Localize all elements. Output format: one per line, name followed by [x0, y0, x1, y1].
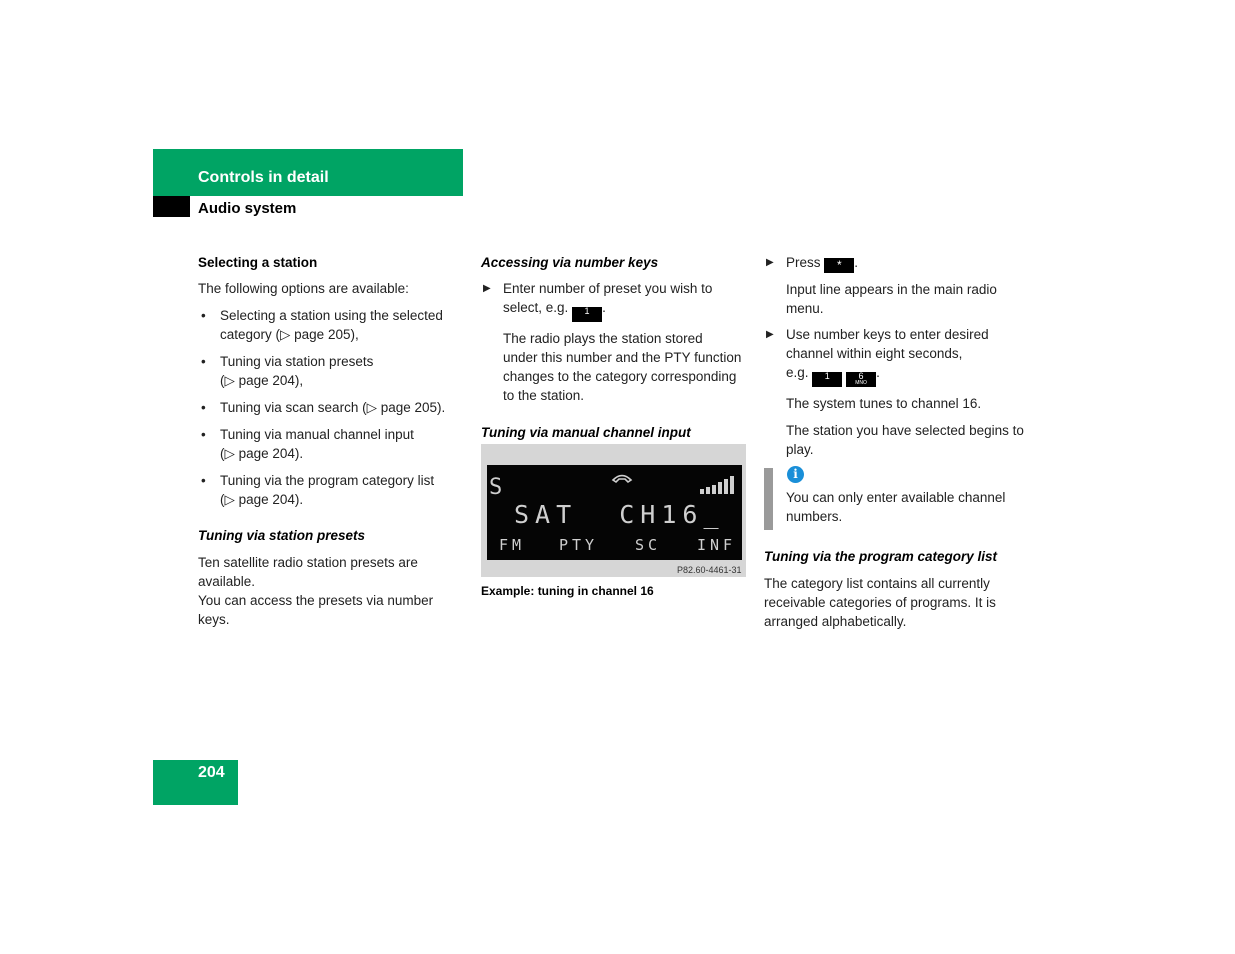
- lcd-main-text: SAT CH16_: [514, 500, 725, 529]
- heading-number-keys: Accessing via number keys: [481, 255, 659, 270]
- list-item: • Selecting a station using the selected category (▷ page 205),: [201, 308, 443, 342]
- intro-text: The following options are available:: [198, 281, 409, 296]
- subsection-title: Audio system: [198, 200, 297, 217]
- bullet-icon: •: [201, 308, 206, 323]
- lcd-softkey-pty: PTY: [559, 536, 599, 554]
- page-number: 204: [198, 764, 225, 781]
- step-arrow-icon: ▶: [483, 283, 491, 294]
- key-1-icon: 1: [812, 372, 842, 387]
- instruction-step: ▶ Use number keys to enter desired channel within eight seconds, e.g. 1 6 MNO .: [766, 327, 989, 386]
- column-2: [481, 253, 751, 442]
- bullet-icon: •: [201, 400, 206, 415]
- subheader-marker: [153, 196, 190, 217]
- list-item: • Tuning via manual channel input (▷ page 204).: [201, 427, 414, 461]
- result-text: The system tunes to channel 16.: [786, 396, 982, 411]
- instruction-step: ▶ Enter number of preset you wish to select, e.g. 1 .: [481, 279, 751, 322]
- list-item: • Tuning via the program category list (▷ page 204).: [201, 473, 435, 507]
- result-text: The station you have selected begins to play.: [786, 423, 1024, 457]
- step-arrow-icon: ▶: [766, 329, 774, 340]
- heading-category-list: Tuning via the program category list: [764, 549, 998, 564]
- lcd-softkey-inf: INF: [697, 536, 737, 554]
- star-key-icon: *: [824, 258, 854, 273]
- heading-station-presets: Tuning via station presets: [198, 528, 366, 543]
- lcd-softkey-sc: SC: [635, 536, 662, 554]
- bullet-icon: •: [201, 473, 206, 488]
- step-arrow-icon: ▶: [766, 257, 774, 268]
- section-title: Controls in detail: [198, 169, 329, 186]
- result-text: The radio plays the station stored under this number and the PTY function changes to the category corresponding to the station.: [503, 331, 742, 403]
- instruction-step: ▶ Press * .: [766, 255, 859, 272]
- radio-lcd-display: [487, 465, 742, 560]
- lcd-softkey-fm: FM: [499, 536, 526, 554]
- heading-manual-channel: Tuning via manual channel input: [481, 425, 691, 440]
- column-3: [764, 253, 1034, 459]
- key-1-icon: 1: [572, 307, 602, 322]
- result-text: Input line appears in the main radio menu.: [786, 282, 997, 316]
- key-6-icon: 6 MNO: [846, 372, 876, 387]
- signal-bars-icon: [699, 474, 739, 496]
- page-number-box: [153, 760, 238, 805]
- presets-text: Ten satellite radio station presets are available. You can access the presets via number keys.: [198, 555, 434, 627]
- bullet-icon: •: [201, 427, 206, 442]
- figure-caption: Example: tuning in channel 16: [481, 584, 654, 598]
- info-note-text: You can only enter available channel numbers.: [786, 490, 1006, 524]
- list-item: • Tuning via station presets (▷ page 204),: [201, 354, 374, 388]
- phone-icon: [611, 471, 633, 485]
- category-text: The category list contains all currently receivable categories of programs. It is arranged alphabetically.: [764, 576, 996, 629]
- figure-id: P82.60-4461-31: [677, 565, 742, 575]
- info-note-bar: [764, 468, 773, 530]
- heading-selecting-station: Selecting a station: [198, 255, 318, 270]
- column-1: [198, 253, 463, 629]
- info-icon: i: [787, 466, 804, 483]
- list-item: • Tuning via scan search (▷ page 205).: [201, 400, 446, 415]
- bullet-icon: •: [201, 354, 206, 369]
- lcd-top-left: S: [489, 475, 503, 500]
- category-section: [764, 547, 1034, 631]
